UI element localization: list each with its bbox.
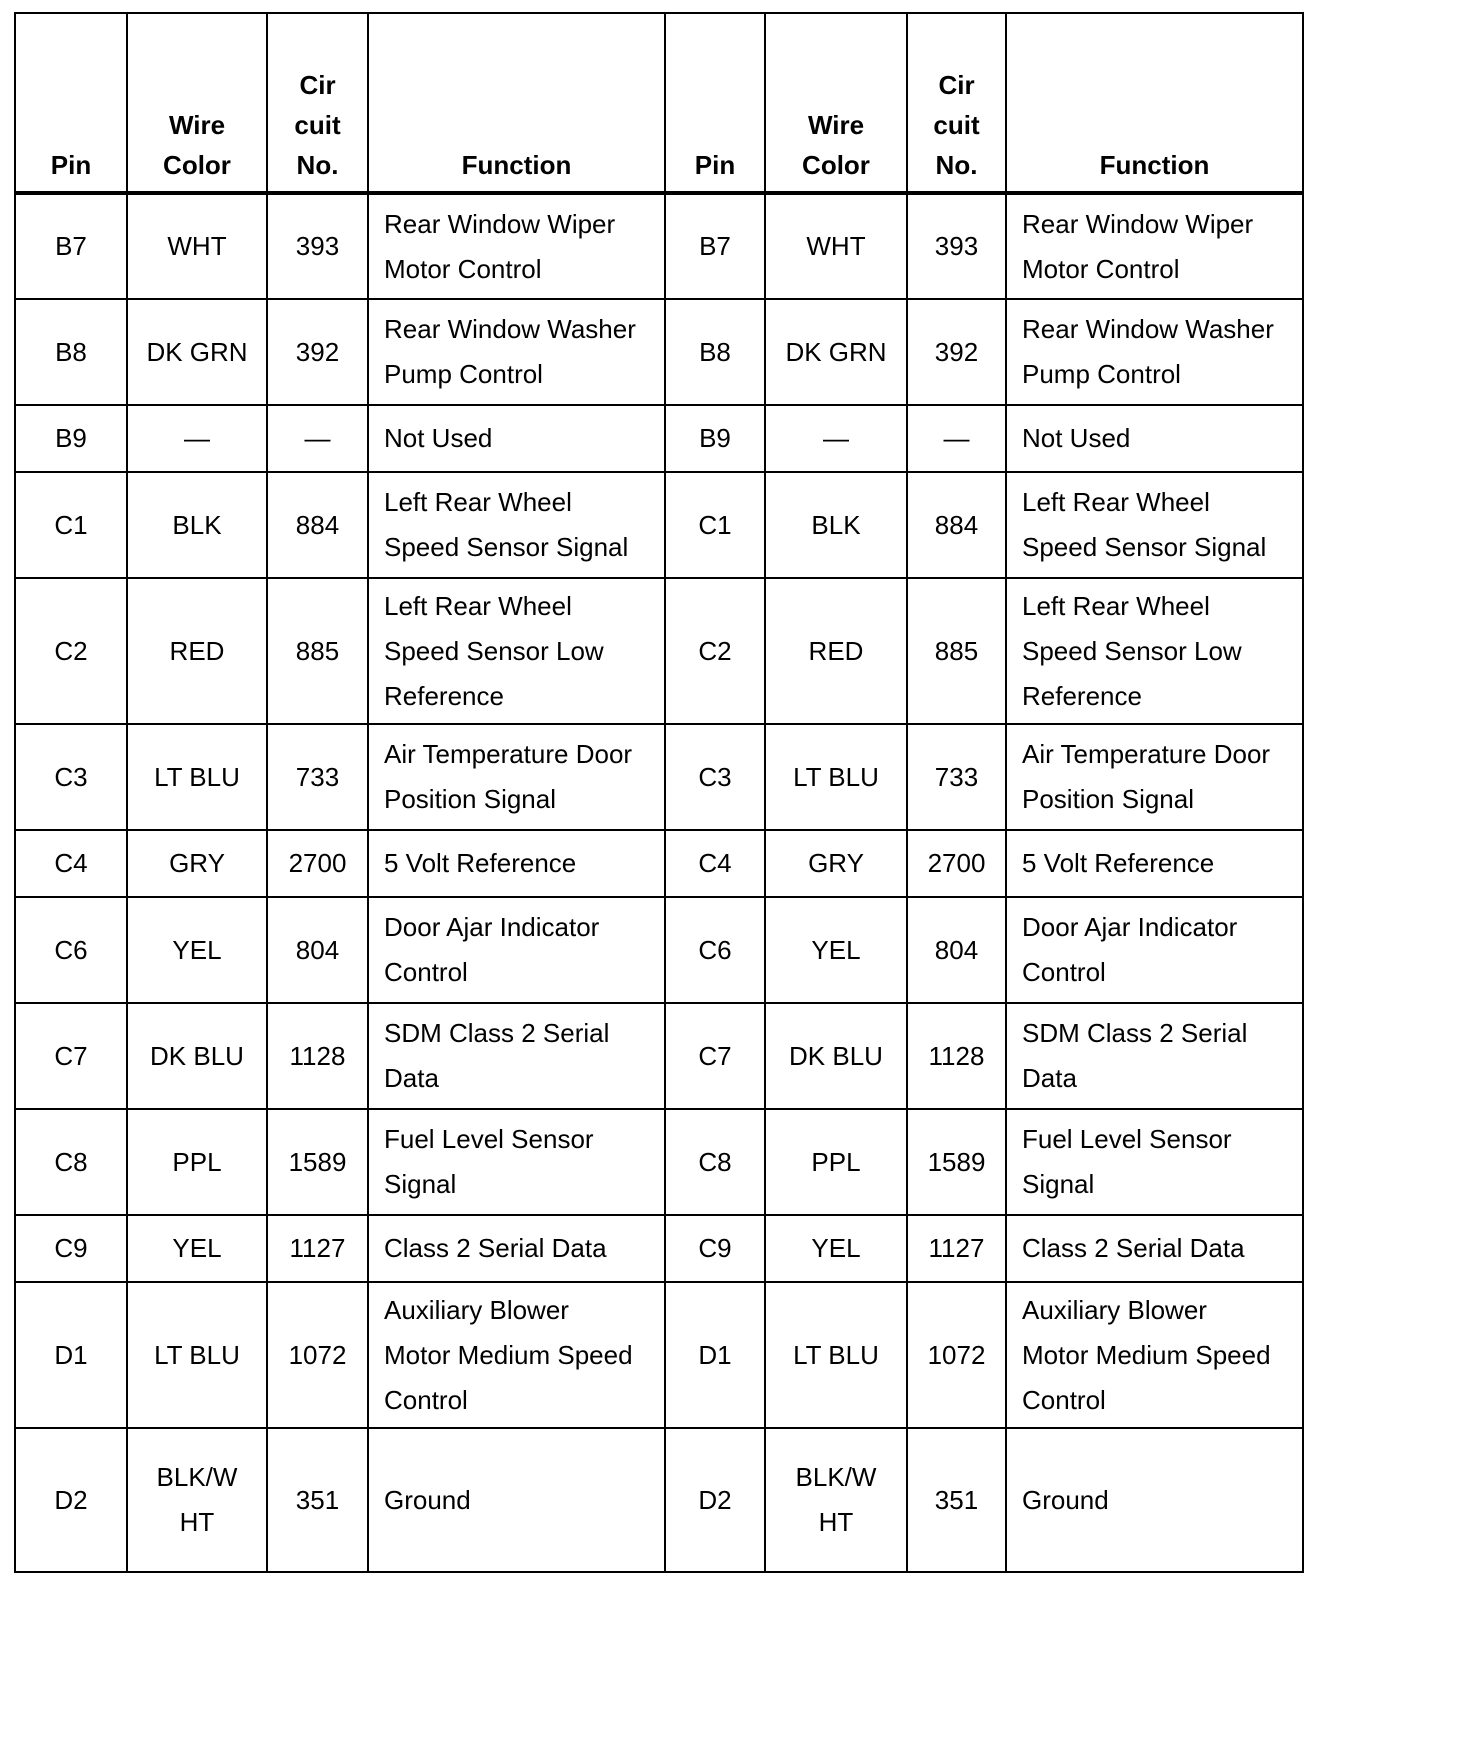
right-circuit-cell-line: 2700 — [927, 848, 986, 878]
right-function-cell-line: Data — [1022, 1063, 1077, 1093]
right-circuit-cell-line: — — [943, 423, 970, 453]
left-header-function-line: Function — [461, 150, 572, 180]
right-pin-cell-line: C4 — [698, 848, 732, 878]
left-circuit-cell — [267, 578, 368, 724]
right-function-cell-line: Class 2 Serial Data — [1022, 1233, 1245, 1263]
left-header-wire-color-line: Wire — [168, 110, 226, 140]
right-function-cell-line: Motor Medium Speed — [1022, 1339, 1271, 1370]
right-wire-color-cell — [765, 1428, 907, 1572]
left-wire-color-cell — [127, 1003, 267, 1109]
left-function-cell-line: Fuel Level Sensor — [384, 1124, 594, 1154]
left-pin-cell — [15, 1109, 127, 1215]
right-function-cell-line: Fuel Level Sensor — [1022, 1124, 1232, 1154]
right-header-circuit-no — [907, 13, 1006, 193]
right-function-cell — [1006, 830, 1303, 897]
left-pin-cell — [15, 1215, 127, 1282]
left-function-cell-line: Speed Sensor Signal — [384, 532, 629, 562]
right-pin-cell — [665, 830, 765, 897]
left-circuit-cell-line: 1127 — [289, 1233, 346, 1263]
right-pin-cell — [665, 405, 765, 472]
left-wire-color-cell-line: RED — [169, 635, 225, 666]
left-pin-cell-line: C4 — [54, 848, 88, 878]
right-wire-color-cell — [765, 1282, 907, 1428]
left-function-cell — [368, 472, 665, 578]
left-function-cell-line: Reference — [384, 680, 504, 711]
right-function-cell-line: Position Signal — [1022, 784, 1194, 814]
right-pin-cell-line: C9 — [698, 1233, 732, 1263]
right-function-cell-line: 5 Volt Reference — [1022, 848, 1215, 878]
table-row — [15, 1109, 1303, 1215]
left-function-cell-line: Not Used — [384, 423, 493, 453]
right-wire-color-cell-line: BLK — [811, 509, 861, 540]
left-pin-cell-line: B7 — [55, 231, 87, 261]
right-wire-color-cell-line: BLK/W — [795, 1462, 877, 1492]
right-pin-cell-line: C7 — [698, 1040, 732, 1071]
table-row — [15, 897, 1303, 1003]
table-row — [15, 405, 1303, 472]
right-wire-color-cell-line: DK GRN — [785, 336, 887, 367]
left-pin-cell — [15, 193, 127, 299]
left-wire-color-cell — [127, 830, 267, 897]
left-pin-cell — [15, 299, 127, 405]
right-function-cell-line: Left Rear Wheel — [1022, 487, 1210, 517]
right-pin-cell-line: C8 — [698, 1146, 732, 1177]
table-body — [15, 193, 1303, 1572]
left-circuit-cell-line: 1589 — [288, 1146, 347, 1177]
right-circuit-cell — [907, 1282, 1006, 1428]
right-pin-cell-line: D1 — [698, 1339, 732, 1370]
right-function-cell-line: Door Ajar Indicator — [1022, 912, 1238, 942]
right-function-cell-line: Control — [1022, 1384, 1106, 1415]
right-circuit-cell — [907, 1428, 1006, 1572]
left-circuit-cell — [267, 724, 368, 830]
right-wire-color-cell-line: RED — [808, 635, 864, 666]
left-pin-cell-line: C8 — [54, 1146, 88, 1177]
right-circuit-cell-line: 392 — [934, 336, 979, 367]
left-circuit-cell-line: 885 — [295, 635, 340, 666]
right-function-cell — [1006, 897, 1303, 1003]
right-circuit-cell — [907, 724, 1006, 830]
table-row — [15, 830, 1303, 897]
left-circuit-cell — [267, 193, 368, 299]
left-circuit-cell-line: — — [304, 423, 331, 453]
left-function-cell-line: Pump Control — [384, 359, 543, 389]
right-header-function-line: Function — [1099, 150, 1210, 180]
right-header-wire-color-line: Wire — [807, 110, 865, 140]
right-circuit-cell — [907, 1109, 1006, 1215]
left-wire-color-cell-line: GRY — [169, 848, 225, 878]
left-circuit-cell — [267, 1282, 368, 1428]
left-header-pin — [15, 13, 127, 193]
right-wire-color-cell-line: PPL — [811, 1146, 861, 1177]
left-circuit-cell-line: 351 — [295, 1484, 340, 1515]
right-header-function — [1006, 13, 1303, 193]
left-header-circuit-no-line: cuit — [294, 110, 341, 140]
left-function-cell-line: Ground — [384, 1484, 471, 1515]
left-circuit-cell — [267, 405, 368, 472]
left-circuit-cell — [267, 1003, 368, 1109]
right-pin-cell — [665, 1428, 765, 1572]
left-wire-color-cell — [127, 578, 267, 724]
left-function-cell-line: Rear Window Washer — [384, 314, 636, 344]
left-circuit-cell — [267, 299, 368, 405]
right-circuit-cell — [907, 405, 1006, 472]
right-circuit-cell-line: 393 — [934, 231, 979, 261]
left-circuit-cell — [267, 1109, 368, 1215]
right-wire-color-cell — [765, 1215, 907, 1282]
right-function-cell — [1006, 405, 1303, 472]
right-wire-color-cell — [765, 724, 907, 830]
right-header-circuit-no-line: No. — [935, 150, 978, 180]
left-wire-color-cell — [127, 1109, 267, 1215]
left-circuit-cell-line: 1128 — [289, 1040, 346, 1071]
left-circuit-cell-line: 393 — [295, 231, 340, 261]
left-wire-color-cell-line: — — [184, 423, 210, 453]
left-pin-cell-line: C1 — [54, 509, 88, 540]
left-wire-color-cell — [127, 299, 267, 405]
left-wire-color-cell — [127, 472, 267, 578]
left-function-cell-line: Auxiliary Blower — [384, 1294, 569, 1325]
left-function-cell-line: Motor Control — [384, 253, 542, 284]
left-wire-color-cell-line: HT — [179, 1507, 215, 1537]
left-pin-cell — [15, 1282, 127, 1428]
left-function-cell-line: Motor Medium Speed — [384, 1339, 633, 1370]
right-wire-color-cell — [765, 897, 907, 1003]
right-function-cell-line: Pump Control — [1022, 359, 1181, 389]
right-wire-color-cell-line: YEL — [811, 1233, 861, 1263]
right-pin-cell — [665, 193, 765, 299]
left-function-cell — [368, 1003, 665, 1109]
right-circuit-cell — [907, 193, 1006, 299]
left-function-cell — [368, 724, 665, 830]
right-header-pin — [665, 13, 765, 193]
right-function-cell-line: Rear Window Washer — [1022, 314, 1274, 344]
right-circuit-cell — [907, 897, 1006, 1003]
right-circuit-cell — [907, 1003, 1006, 1109]
right-function-cell — [1006, 299, 1303, 405]
left-function-cell-line: Door Ajar Indicator — [384, 912, 600, 942]
left-function-cell-line: Left Rear Wheel — [384, 590, 572, 621]
left-function-cell-line: 5 Volt Reference — [384, 848, 577, 878]
right-circuit-cell-line: 1589 — [927, 1146, 986, 1177]
right-pin-cell-line: C6 — [698, 934, 732, 965]
right-function-cell — [1006, 724, 1303, 830]
right-circuit-cell — [907, 830, 1006, 897]
left-circuit-cell-line: 392 — [295, 336, 340, 367]
left-circuit-cell-line: 1072 — [288, 1339, 347, 1370]
right-header-circuit-no-line: cuit — [933, 110, 980, 140]
left-pin-cell — [15, 578, 127, 724]
left-wire-color-cell-line: YEL — [172, 1233, 222, 1263]
right-function-cell — [1006, 1109, 1303, 1215]
right-circuit-cell-line: 885 — [934, 635, 979, 666]
right-pin-cell — [665, 1109, 765, 1215]
left-pin-cell — [15, 724, 127, 830]
table-row — [15, 193, 1303, 299]
right-pin-cell — [665, 1282, 765, 1428]
right-function-cell-line: Air Temperature Door — [1022, 739, 1271, 769]
left-header-wire-color — [127, 13, 267, 193]
right-pin-cell — [665, 1215, 765, 1282]
table-row — [15, 472, 1303, 578]
left-circuit-cell-line: 884 — [295, 509, 340, 540]
left-wire-color-cell — [127, 405, 267, 472]
left-pin-cell — [15, 897, 127, 1003]
right-header-circuit-no-line: Cir — [938, 70, 975, 100]
pinout-page — [14, 12, 1304, 1573]
right-function-cell-line: SDM Class 2 Serial — [1022, 1018, 1248, 1048]
right-header-wire-color — [765, 13, 907, 193]
right-circuit-cell — [907, 299, 1006, 405]
right-function-cell — [1006, 472, 1303, 578]
left-circuit-cell — [267, 1428, 368, 1572]
left-wire-color-cell-line: DK BLU — [150, 1040, 244, 1071]
right-function-cell-line: Motor Control — [1022, 253, 1180, 284]
left-pin-cell-line: C2 — [54, 635, 88, 666]
left-header-wire-color-line: Color — [163, 150, 231, 180]
right-function-cell-line: Ground — [1022, 1484, 1109, 1515]
left-header-pin-line: Pin — [50, 150, 92, 180]
left-function-cell — [368, 1282, 665, 1428]
right-function-cell — [1006, 1428, 1303, 1572]
right-pin-cell-line: C3 — [698, 761, 732, 792]
left-function-cell — [368, 299, 665, 405]
left-wire-color-cell-line: LT BLU — [154, 761, 240, 792]
right-function-cell-line: Left Rear Wheel — [1022, 590, 1210, 621]
table-row — [15, 299, 1303, 405]
left-circuit-cell — [267, 830, 368, 897]
left-pin-cell-line: B8 — [55, 336, 87, 367]
left-wire-color-cell-line: YEL — [172, 934, 222, 965]
left-pin-cell — [15, 1428, 127, 1572]
left-wire-color-cell-line: BLK — [172, 509, 222, 540]
right-wire-color-cell — [765, 1003, 907, 1109]
left-circuit-cell — [267, 472, 368, 578]
left-pin-cell-line: C6 — [54, 934, 88, 965]
right-header-pin-line: Pin — [694, 150, 736, 180]
right-pin-cell-line: B8 — [699, 336, 731, 367]
right-function-cell — [1006, 1282, 1303, 1428]
left-wire-color-cell-line: DK GRN — [146, 336, 248, 367]
right-function-cell-line: Reference — [1022, 680, 1142, 711]
right-circuit-cell-line: 1072 — [927, 1339, 986, 1370]
right-function-cell-line: Signal — [1022, 1169, 1095, 1199]
right-wire-color-cell — [765, 578, 907, 724]
left-function-cell-line: Speed Sensor Low — [384, 635, 604, 666]
left-wire-color-cell — [127, 897, 267, 1003]
right-circuit-cell-line: 733 — [934, 761, 979, 792]
left-circuit-cell-line: 2700 — [288, 848, 347, 878]
left-function-cell-line: Left Rear Wheel — [384, 487, 572, 517]
left-function-cell-line: Data — [384, 1063, 439, 1093]
right-circuit-cell — [907, 578, 1006, 724]
table-row — [15, 578, 1303, 724]
left-pin-cell-line: D1 — [54, 1339, 88, 1370]
left-function-cell-line: Control — [384, 1384, 468, 1415]
left-pin-cell — [15, 405, 127, 472]
left-function-cell-line: Class 2 Serial Data — [384, 1233, 607, 1263]
left-function-cell-line: Control — [384, 957, 468, 987]
left-header-circuit-no-line: Cir — [299, 70, 336, 100]
right-wire-color-cell — [765, 299, 907, 405]
table-row — [15, 724, 1303, 830]
right-pin-cell — [665, 299, 765, 405]
right-wire-color-cell — [765, 405, 907, 472]
right-pin-cell — [665, 897, 765, 1003]
right-pin-cell-line: D2 — [698, 1484, 732, 1515]
left-circuit-cell-line: 733 — [295, 761, 340, 792]
left-function-cell — [368, 897, 665, 1003]
table-row — [15, 1215, 1303, 1282]
left-wire-color-cell — [127, 193, 267, 299]
right-pin-cell-line: B7 — [699, 231, 731, 261]
left-wire-color-cell-line: BLK/W — [156, 1462, 238, 1492]
left-pin-cell — [15, 472, 127, 578]
right-wire-color-cell-line: GRY — [808, 848, 864, 878]
left-pin-cell-line: C3 — [54, 761, 88, 792]
left-wire-color-cell — [127, 724, 267, 830]
right-wire-color-cell — [765, 1109, 907, 1215]
left-function-cell — [368, 405, 665, 472]
left-circuit-cell — [267, 1215, 368, 1282]
left-function-cell — [368, 830, 665, 897]
right-pin-cell-line: C1 — [698, 509, 732, 540]
right-wire-color-cell-line: WHT — [806, 231, 866, 261]
right-wire-color-cell-line: LT BLU — [793, 1339, 879, 1370]
left-header-circuit-no — [267, 13, 368, 193]
right-wire-color-cell-line: DK BLU — [789, 1040, 883, 1071]
right-pin-cell — [665, 578, 765, 724]
left-function-cell-line: SDM Class 2 Serial — [384, 1018, 610, 1048]
left-wire-color-cell — [127, 1215, 267, 1282]
right-circuit-cell-line: 1127 — [928, 1233, 985, 1263]
right-function-cell-line: Speed Sensor Signal — [1022, 532, 1267, 562]
right-pin-cell-line: B9 — [699, 423, 731, 453]
left-pin-cell-line: C9 — [54, 1233, 88, 1263]
left-pin-cell-line: D2 — [54, 1484, 88, 1515]
right-function-cell — [1006, 1215, 1303, 1282]
right-circuit-cell-line: 1128 — [928, 1040, 985, 1071]
connector-pinout-table — [14, 12, 1304, 1573]
left-wire-color-cell-line: WHT — [167, 231, 227, 261]
right-pin-cell-line: C2 — [698, 635, 732, 666]
table-header-row — [15, 13, 1303, 193]
right-wire-color-cell — [765, 472, 907, 578]
right-function-cell-line: Not Used — [1022, 423, 1131, 453]
right-pin-cell — [665, 472, 765, 578]
right-circuit-cell-line: 804 — [934, 934, 979, 965]
left-function-cell — [368, 578, 665, 724]
left-function-cell-line: Signal — [384, 1169, 457, 1199]
table-row — [15, 1428, 1303, 1572]
right-wire-color-cell — [765, 830, 907, 897]
right-circuit-cell — [907, 1215, 1006, 1282]
left-header-function — [368, 13, 665, 193]
right-circuit-cell-line: 884 — [934, 509, 979, 540]
left-pin-cell — [15, 830, 127, 897]
left-function-cell — [368, 1215, 665, 1282]
left-circuit-cell — [267, 897, 368, 1003]
right-function-cell — [1006, 578, 1303, 724]
left-wire-color-cell-line: LT BLU — [154, 1339, 240, 1370]
left-circuit-cell-line: 804 — [295, 934, 340, 965]
left-wire-color-cell — [127, 1282, 267, 1428]
right-function-cell — [1006, 1003, 1303, 1109]
right-function-cell-line: Control — [1022, 957, 1106, 987]
right-circuit-cell — [907, 472, 1006, 578]
left-function-cell — [368, 193, 665, 299]
left-function-cell-line: Rear Window Wiper — [384, 208, 616, 239]
right-wire-color-cell-line: YEL — [811, 934, 861, 965]
left-pin-cell-line: B9 — [55, 423, 87, 453]
right-function-cell-line: Rear Window Wiper — [1022, 208, 1254, 239]
right-circuit-cell-line: 351 — [934, 1484, 979, 1515]
right-wire-color-cell — [765, 193, 907, 299]
left-function-cell-line: Position Signal — [384, 784, 556, 814]
right-wire-color-cell-line: LT BLU — [793, 761, 879, 792]
right-pin-cell — [665, 1003, 765, 1109]
left-function-cell — [368, 1109, 665, 1215]
right-function-cell — [1006, 193, 1303, 299]
left-function-cell-line: Air Temperature Door — [384, 739, 633, 769]
left-wire-color-cell — [127, 1428, 267, 1572]
right-header-wire-color-line: Color — [802, 150, 870, 180]
left-header-circuit-no-line: No. — [296, 150, 339, 180]
left-pin-cell-line: C7 — [54, 1040, 88, 1071]
left-pin-cell — [15, 1003, 127, 1109]
left-function-cell — [368, 1428, 665, 1572]
right-function-cell-line: Auxiliary Blower — [1022, 1294, 1207, 1325]
right-pin-cell — [665, 724, 765, 830]
left-wire-color-cell-line: PPL — [172, 1146, 222, 1177]
right-wire-color-cell-line: HT — [818, 1507, 854, 1537]
table-row — [15, 1282, 1303, 1428]
table-row — [15, 1003, 1303, 1109]
right-function-cell-line: Speed Sensor Low — [1022, 635, 1242, 666]
right-wire-color-cell-line: — — [823, 423, 849, 453]
